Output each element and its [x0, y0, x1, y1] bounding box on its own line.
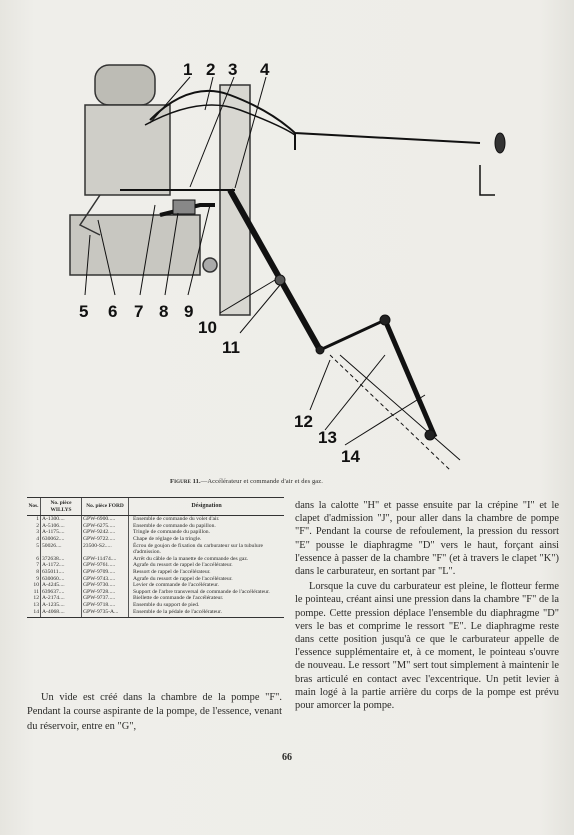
cell-willys: A-4068.... [41, 609, 82, 618]
cell-willys: 630062.... [41, 536, 82, 543]
cell-designation: Biellette de commande de l'accélérateur. [129, 595, 285, 602]
cell-designation: Chape de réglage de la tringle. [129, 536, 285, 543]
cell-ford: GPW-9709..... [82, 569, 129, 576]
cell-ford: GPW-9737..... [82, 595, 129, 602]
cell-ford: GPW-9728..... [82, 589, 129, 596]
callout-7: 7 [134, 302, 144, 321]
table-row [27, 595, 284, 602]
accelerator-diagram [40, 55, 560, 475]
cell-willys: A-1172.... [41, 562, 82, 569]
callout-3: 3 [228, 60, 238, 79]
callout-8: 8 [159, 302, 169, 321]
cell-designation: Agrafe du ressort de rappel de l'accélérateur. [129, 576, 285, 583]
col-header-no: Nos. [27, 498, 41, 516]
cell-designation: Tringle de commande du papillon. [129, 529, 285, 536]
cell-no: 1 [36, 516, 39, 523]
cell-ford: GPW-9242..... [82, 529, 129, 536]
cell-ford: GPW-9730..... [82, 582, 129, 589]
cell-ford: GPW-9735-A... [82, 609, 129, 618]
cell-ford: GPW-11474.... [82, 556, 129, 563]
cell-designation: Ensemble de commande du volet d'air. [129, 516, 285, 523]
cell-no: 10 [33, 582, 39, 589]
parts-table-body [27, 516, 284, 618]
cell-designation: Support de l'arbre transversal de commande de l'accélérateur. [129, 589, 285, 596]
cell-willys: 635011.... [41, 569, 82, 576]
callout-1: 1 [183, 60, 193, 79]
cell-willys: 639637.... [41, 589, 82, 596]
cell-no: 2 [36, 522, 39, 529]
figure-caption-text: —Accélérateur et commande d'air et des gaz. [200, 478, 323, 485]
cell-willys: 50026.... [41, 543, 82, 556]
figure-caption [170, 478, 323, 485]
cell-no: 13 [33, 601, 39, 608]
cell-ford: GPW-9743..... [82, 576, 129, 583]
cell-willys: A-5106.... [41, 523, 82, 530]
cell-willys: A-2174.... [41, 595, 82, 602]
table-row [27, 589, 284, 596]
callout-4: 4 [260, 60, 270, 79]
cell-willys: A-1300.... [41, 516, 82, 523]
cell-ford: GPW-9722..... [82, 536, 129, 543]
cell-ford: GPW-6275..... [82, 523, 129, 530]
parts-table-header [27, 498, 284, 516]
cell-designation: Levier de commande de l'accélérateur. [129, 582, 285, 589]
table-row [27, 569, 284, 576]
table-row [27, 602, 284, 609]
table-row [27, 536, 284, 543]
table-row [27, 576, 284, 583]
col-header-designation: Désignation [129, 498, 285, 516]
callout-6: 6 [108, 302, 118, 321]
cell-no: 6 [36, 555, 39, 562]
callout-9: 9 [184, 302, 194, 321]
callout-14: 14 [341, 447, 360, 466]
callout-2: 2 [206, 60, 216, 79]
cell-willys: 630060.... [41, 576, 82, 583]
cell-ford: GPW-9761..... [82, 562, 129, 569]
figure-label: Figure 11. [170, 478, 201, 485]
cell-no: 4 [36, 535, 39, 542]
cell-no: 9 [36, 575, 39, 582]
cell-designation: Arrêt du câble de la manette de commande des gaz. [129, 556, 285, 563]
col-header-willys: No. pièce WILLYS [41, 498, 82, 516]
cell-no: 5 [36, 542, 39, 549]
cell-designation: Ressort de rappel de l'accélérateur. [129, 569, 285, 576]
cell-no: 3 [36, 529, 39, 536]
cell-ford: GPW-9718..... [82, 602, 129, 609]
callout-5: 5 [79, 302, 89, 321]
table-row [27, 523, 284, 530]
cell-no: 7 [36, 562, 39, 569]
callout-13: 13 [318, 428, 337, 447]
table-row [27, 529, 284, 536]
table-row [27, 543, 284, 556]
callout-10: 10 [198, 318, 217, 337]
table-row [27, 516, 284, 523]
callout-12: 12 [294, 412, 313, 431]
cell-no: 11 [33, 588, 39, 595]
table-row [27, 562, 284, 569]
cell-willys: A-1175.... [41, 529, 82, 536]
callout-11: 11 [222, 338, 240, 357]
cell-ford: 23500-S2..... [82, 543, 129, 556]
cell-designation: Ensemble du support de pied. [129, 602, 285, 609]
cell-no: 8 [36, 568, 39, 575]
right-paragraph-1: dans la calotte "H" et passe ensuite par la crépine "I" et le clapet d'admission "J", pour aller dans la chambre de pompe "F". Pendant la course de refoulement, la pression du ressort "E" pousse le diaphragme "D" vers le haut, forçant ainsi l'essence à passer de la chambre "F" (et à travers le clapet "K") dans le carburateur, en sortant par "L". [295, 500, 559, 578]
parts-table [27, 497, 284, 618]
cell-willys: 372638.... [41, 556, 82, 563]
cell-willys: A-1235.... [41, 602, 82, 609]
cell-designation: Agrafe du ressort de rappel de l'accélérateur. [129, 562, 285, 569]
page-number: 66 [282, 752, 292, 763]
right-paragraph-2: Lorsque la cuve du carburateur est pleine, le flotteur ferme le pointeau, créant ainsi une pression dans la chambre "F" de la pompe. Cette pression déplace l'ensemble du diaphragme "D" vers le bas et comprime le ressort "E". Le diaphragme reste dans cette position jusqu'à ce que le carburateur appelle de l'essence supplémentaire et, à ce moment, le pointeau s'ouvre de nouveau. Le ressort "M" sert tout simplement à maintenir le bras articulé en contact avec l'excentrique. Un petit levier à main logé à la partie arrière du corps de la pompe est prévu pour amorcer la pompe. [295, 581, 559, 712]
cell-ford: GPW-6900..... [82, 516, 129, 523]
cell-willys: A-4245.... [41, 582, 82, 589]
table-row [27, 582, 284, 589]
cell-no: 12 [33, 595, 39, 602]
left-paragraph: Un vide est créé dans la chambre de la pompe "F". Pendant la course aspirante de la pompe, de l'essence, venant du réservoir, entre en "G", [27, 692, 282, 732]
cell-designation: Ensemble de la pédale de l'accélérateur. [129, 609, 285, 618]
cell-designation: Ensemble de commande du papillon. [129, 523, 285, 530]
table-row [27, 609, 284, 618]
cell-no: 14 [27, 609, 41, 618]
cell-designation: Écrou de goujon de fixation du carburateur sur la tubulure d'admission. [129, 543, 285, 556]
right-column [295, 499, 559, 712]
col-header-ford: No. pièce FORD [82, 498, 129, 516]
